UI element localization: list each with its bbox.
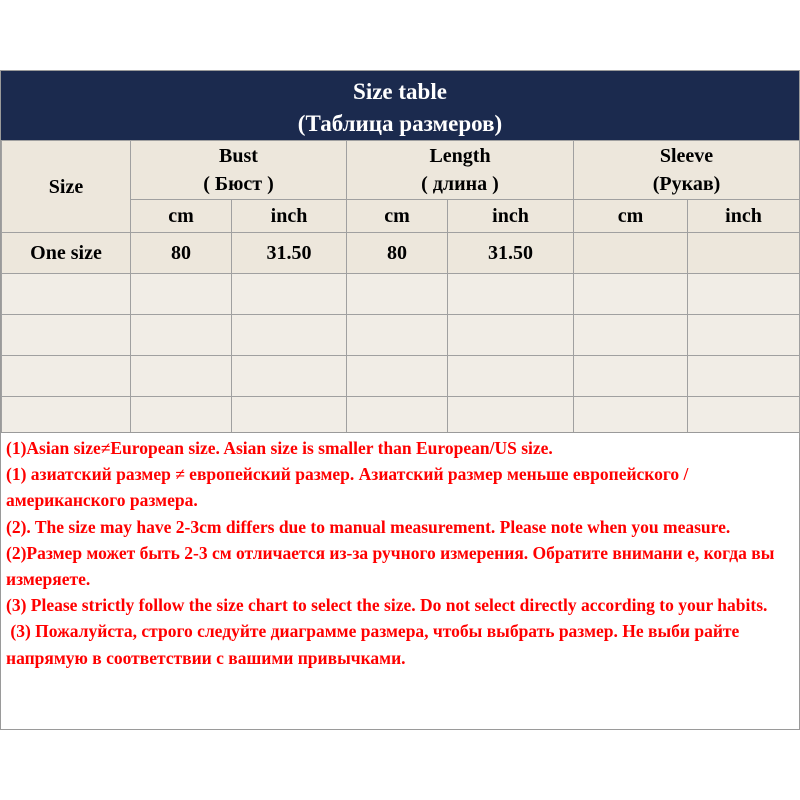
- table-cell: [574, 315, 688, 356]
- note-2-en: (2). The size may have 2-3cm differs due to manual measurement. Please note when you measure.: [6, 516, 731, 537]
- table-cell: [347, 356, 448, 397]
- table-cell: [448, 315, 574, 356]
- table-cell: [131, 356, 232, 397]
- sleeve-label: Sleeve: [659, 145, 714, 167]
- table-cell: [574, 274, 688, 315]
- unit-header: inch: [688, 200, 800, 233]
- size-chart: [0, 70, 800, 730]
- length-header: [347, 141, 574, 200]
- table-cell: [2, 274, 131, 315]
- table-cell: [131, 274, 232, 315]
- table-cell: 31.50: [448, 233, 574, 274]
- note-1-ru: (1) азиатский размер ≠ европейский размер. Азиатский размер меньше европейского / американского размера.: [6, 464, 689, 511]
- unit-header: cm: [347, 200, 448, 233]
- title-line-1: Size table: [353, 79, 447, 104]
- table-row: [2, 315, 800, 356]
- table-cell: [131, 315, 232, 356]
- table-row: [2, 233, 800, 274]
- table-cell: One size: [2, 233, 131, 274]
- table-cell: 80: [347, 233, 448, 274]
- table-cell: [2, 315, 131, 356]
- note-3-en: (3) Please strictly follow the size chart to select the size. Do not select directly according to your habits.: [6, 595, 768, 616]
- table-cell: [688, 356, 800, 397]
- table-cell: 80: [131, 233, 232, 274]
- size-notes: [1, 432, 799, 729]
- table-cell: [232, 274, 347, 315]
- table-cell: [688, 274, 800, 315]
- note-3-ru: (3) Пожалуйста, строго следуйте диаграмме размера, чтобы выбрать размер. Не выби райте напрямую в соответствии с вашими привычками.: [6, 621, 744, 668]
- sleeve-header: [574, 141, 800, 200]
- bust-translation: ( Бюст ): [203, 173, 274, 195]
- table-cell: [2, 356, 131, 397]
- unit-header: inch: [448, 200, 574, 233]
- title-line-2: (Таблица размеров): [297, 111, 503, 136]
- table-cell: 31.50: [232, 233, 347, 274]
- table-cell: [448, 356, 574, 397]
- note-1-en: (1)Asian size≠European size. Asian size is smaller than European/US size.: [6, 438, 553, 458]
- table-row: [2, 274, 800, 315]
- unit-header: cm: [131, 200, 232, 233]
- unit-header: cm: [574, 200, 688, 233]
- title-bar: [1, 71, 799, 140]
- unit-header: inch: [232, 200, 347, 233]
- table-cell: [574, 356, 688, 397]
- bust-label: Bust: [219, 145, 258, 167]
- table-cell: [688, 233, 800, 274]
- bust-header: [131, 141, 347, 200]
- size-table: [1, 140, 800, 438]
- table-cell: [448, 274, 574, 315]
- table-cell: [232, 315, 347, 356]
- size-header: Size: [2, 141, 131, 233]
- table-cell: [232, 356, 347, 397]
- table-row: [2, 356, 800, 397]
- table-cell: [347, 274, 448, 315]
- length-translation: ( длина ): [421, 173, 499, 195]
- length-label: Length: [429, 145, 491, 167]
- sleeve-translation: (Рукав): [652, 173, 721, 195]
- note-2-ru: (2)Размер может быть 2-3 см отличается из-за ручного измерения. Обратите внимани е, когда вы измеряете.: [6, 542, 775, 590]
- table-cell: [347, 315, 448, 356]
- table-cell: [688, 315, 800, 356]
- table-cell: [574, 233, 688, 274]
